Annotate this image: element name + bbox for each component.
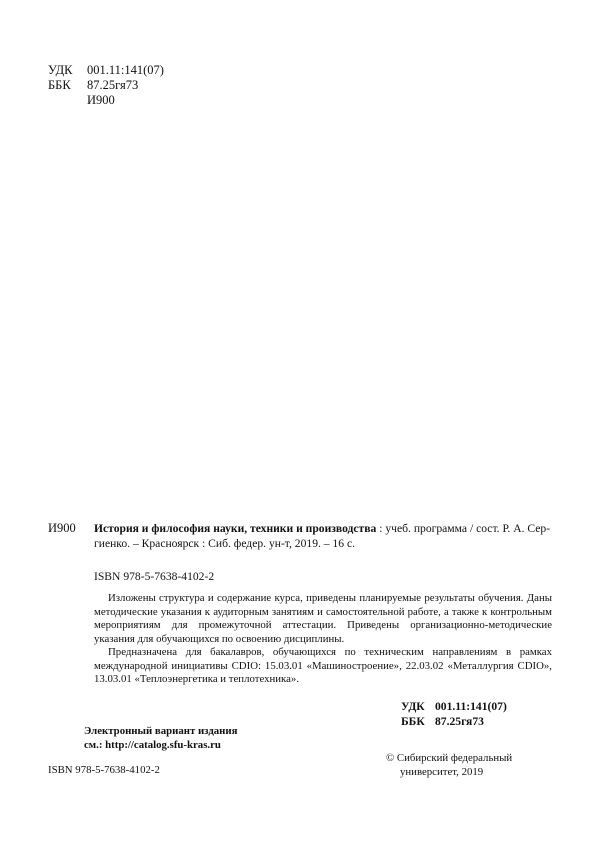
right-udk-label: УДК <box>401 700 425 713</box>
entry-publication-info: : учеб. программа / сост. Р. А. Сер- <box>376 522 551 535</box>
electronic-version-line-2: см.: http://catalog.sfu-kras.ru <box>84 738 221 751</box>
top-bbk-row <box>48 78 164 93</box>
entry-mark: И900 <box>48 521 76 535</box>
entry-line-1 <box>94 521 552 536</box>
entry-isbn: ISBN 978-5-7638-4102-2 <box>94 570 215 583</box>
top-bbk-value: 87.25гя73 <box>87 78 139 92</box>
entry-line-2: гиенко. – Красноярск : Сиб. федер. ун-т, 2019. – 16 с. <box>94 537 356 550</box>
top-author-mark-row <box>48 93 164 108</box>
top-udk-value: 001.11:141(07) <box>87 63 164 77</box>
electronic-version-line-1: Электронный вариант издания <box>84 725 238 737</box>
right-bbk-label: ББК <box>401 715 425 728</box>
right-udk-value: 001.11:141(07) <box>435 700 507 713</box>
right-bbk-row <box>401 714 507 729</box>
top-udk-label: УДК <box>48 63 73 77</box>
copyright-line-1: © Сибирский федеральный <box>386 752 513 764</box>
annotation-paragraph-2: Предназначена для бакалавров, обучающихся по техническим направлениям в рамках международной инициативы CDIO: 15.03.01 «Машиностроение», 22.03.02 «Металлургия CDIO», 13.03.01 «Теплоэнергетика и теплотехника». <box>94 646 552 685</box>
electronic-version-note <box>84 725 237 752</box>
right-udk-row <box>401 699 507 714</box>
copyright-line-2: университет, 2019 <box>400 765 484 778</box>
top-classification-codes <box>48 63 164 108</box>
top-bbk-label: ББК <box>48 78 71 92</box>
annotation-paragraph-1: Изложены структура и содержание курса, приведены планируемые результаты обучения. Даны методические указания к аудиторным занятиям и самостоятельной работе, а также к контрольным мероприятиям для промежуточной аттестации. Приведены организационно-методические указания для обучающихся по освоению дисциплины. <box>94 592 552 645</box>
right-bbk-value: 87.25гя73 <box>435 715 484 728</box>
entry-title: История и философия науки, техники и производства <box>94 522 377 535</box>
top-udk-row <box>48 63 164 78</box>
copyright-notice <box>386 752 512 779</box>
bibliographic-entry <box>94 521 552 551</box>
top-author-mark: И900 <box>87 93 115 107</box>
right-classification-codes <box>401 699 507 729</box>
annotation <box>94 592 552 687</box>
bottom-isbn: ISBN 978-5-7638-4102-2 <box>48 764 160 776</box>
